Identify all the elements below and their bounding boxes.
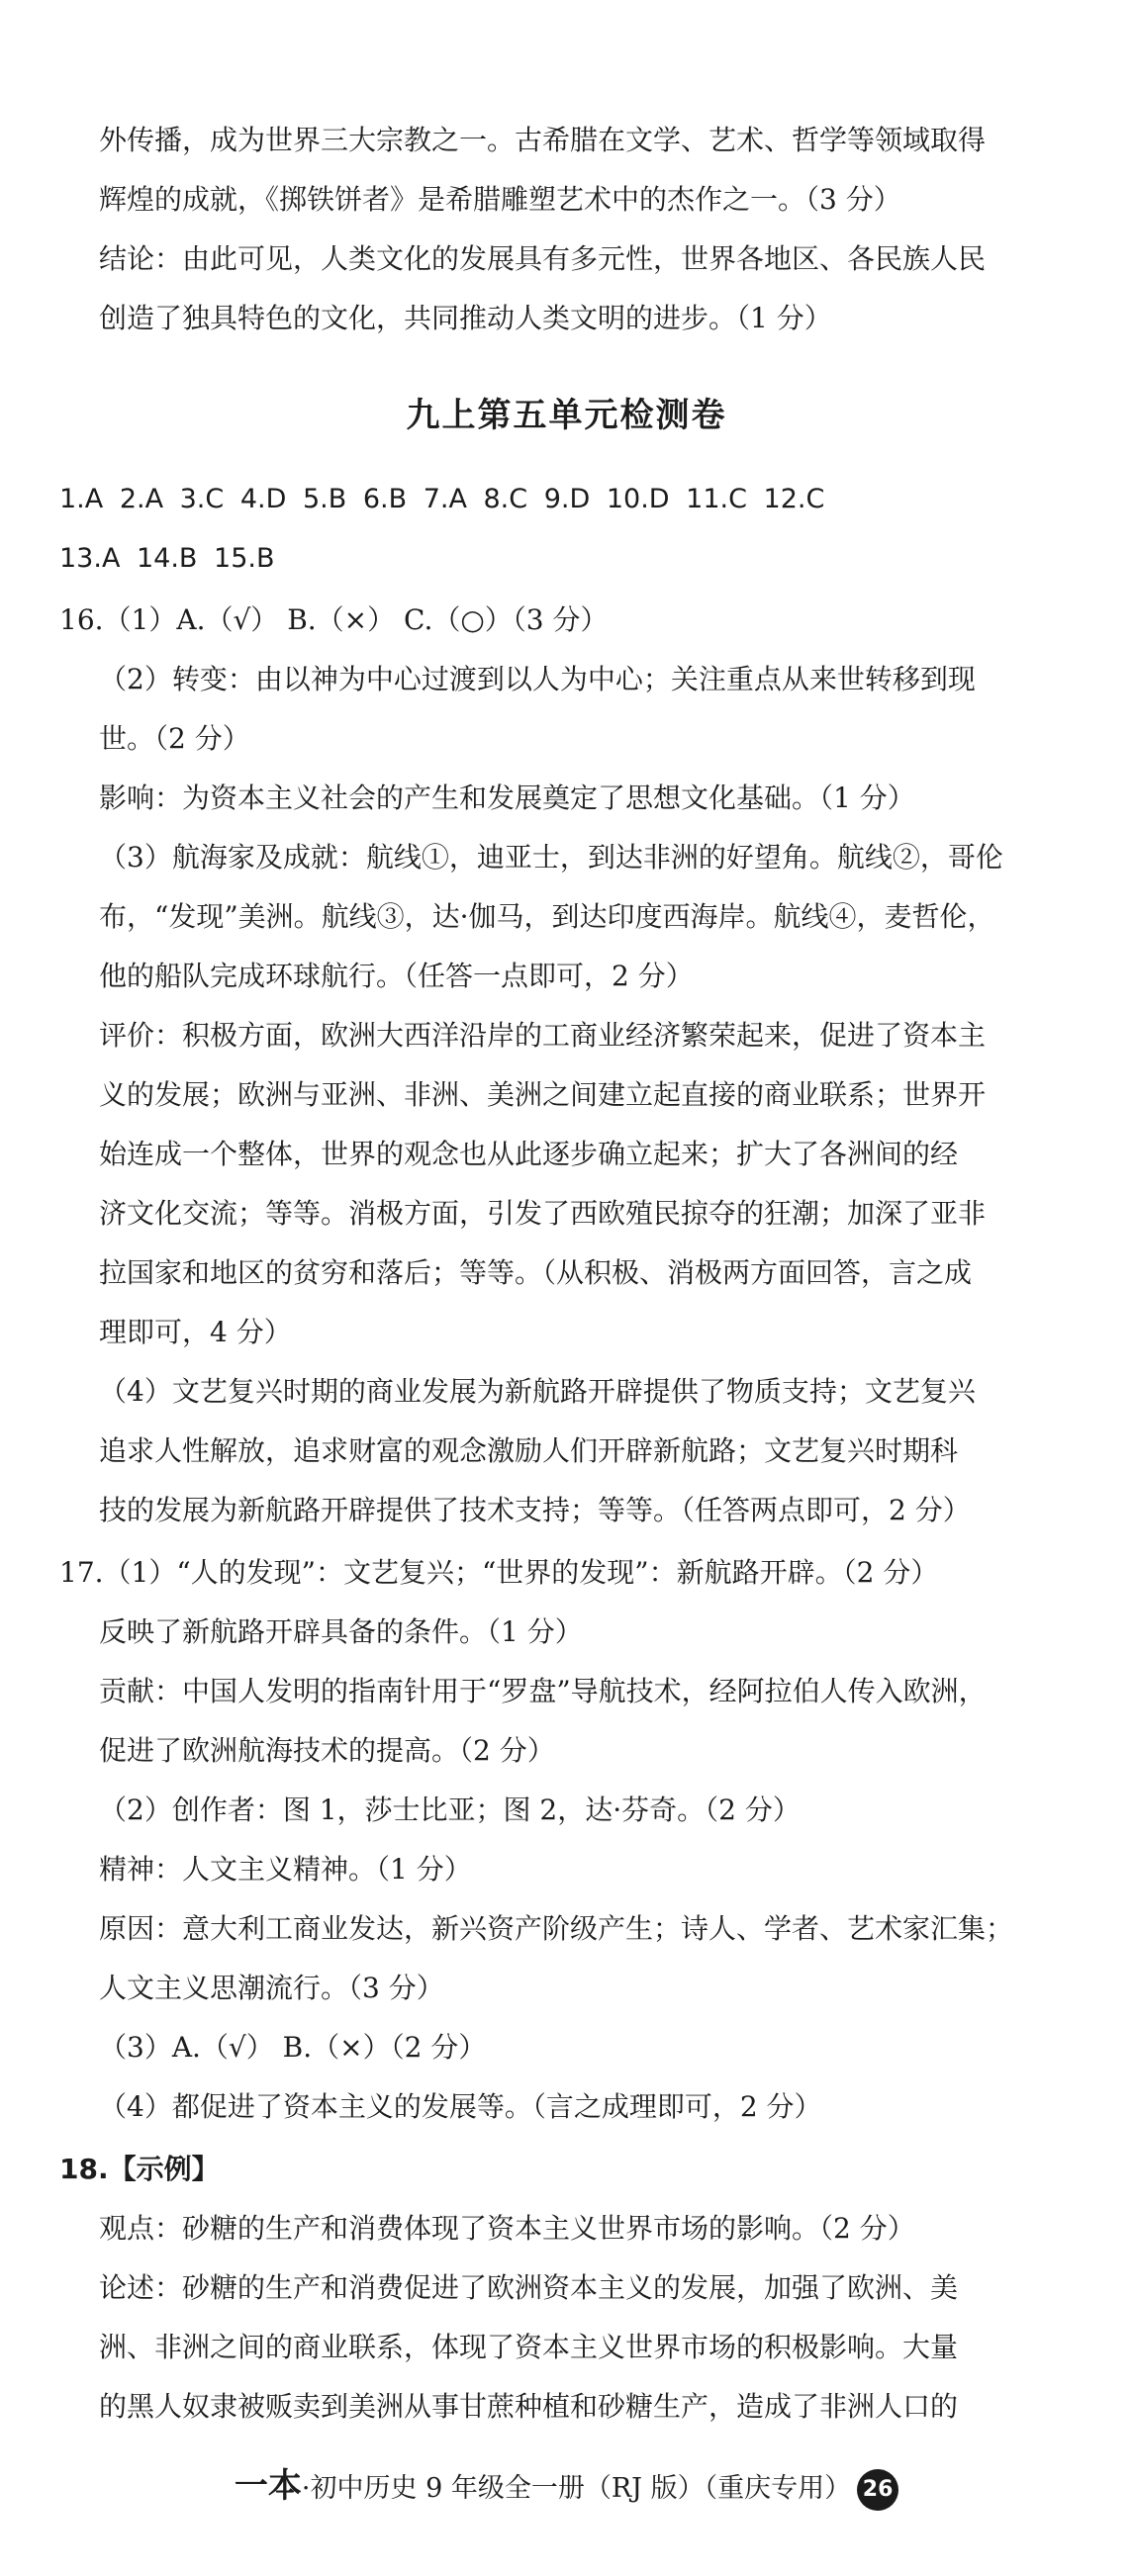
q17-line: 人文主义思潮流行。（3 分） bbox=[99, 1972, 444, 2004]
page-number-badge: 26 bbox=[857, 2469, 898, 2511]
section-title: 九上第五单元检测卷 bbox=[406, 396, 727, 435]
q17-line: （2）创作者：图 1，莎士比亚；图 2，达·芬奇。（2 分） bbox=[99, 1794, 801, 1826]
q16-line: 拉国家和地区的贫穷和落后；等等。（从积极、消极两方面回答，言之成 bbox=[99, 1256, 973, 1289]
intro-line: 创造了独具特色的文化，共同推动人类文明的进步。（1 分） bbox=[99, 302, 832, 334]
q17-line: （3）A.（√） B.（×）（2 分） bbox=[99, 2031, 487, 2064]
q18-line: 的黑人奴隶被贩卖到美洲从事甘蔗种植和砂糖生产，造成了非洲人口的 bbox=[99, 2390, 959, 2423]
intro-line: 结论：由此可见，人类文化的发展具有多元性，世界各地区、各民族人民 bbox=[99, 242, 987, 275]
q16-line: 始连成一个整体，世界的观念也从此逐步确立起来；扩大了各洲间的经 bbox=[99, 1138, 959, 1170]
intro-line: 外传播，成为世界三大宗教之一。古希腊在文学、艺术、哲学等领域取得 bbox=[99, 124, 987, 156]
q16-line: 布，“发现”美洲。航线③，达·伽马，到达印度西海岸。航线④，麦哲伦， bbox=[99, 900, 995, 933]
intro-line: 辉煌的成就，《掷铁饼者》是希腊雕塑艺术中的杰作之一。（3 分） bbox=[99, 183, 901, 216]
q18-heading: 18.【示例】 bbox=[59, 2153, 220, 2185]
footer-brand: 一本 bbox=[234, 2466, 302, 2506]
q17-line: 17.（1）“人的发现”：文艺复兴；“世界的发现”：新航路开辟。（2 分） bbox=[59, 1556, 939, 1589]
q16-line: （2）转变：由以神为中心过渡到以人为中心；关注重点从来世转移到现 bbox=[99, 663, 976, 695]
q17-line: 原因：意大利工商业发达，新兴资产阶级产生；诗人、学者、艺术家汇集； bbox=[99, 1912, 1014, 1945]
choice-answers-line: 13.A 14.B 15.B bbox=[59, 543, 275, 574]
q17-line: 促进了欧洲航海技术的提高。（2 分） bbox=[99, 1734, 555, 1767]
q16-line: 评价：积极方面，欧洲大西洋沿岸的工商业经济繁荣起来，促进了资本主 bbox=[99, 1019, 987, 1052]
q17-line: 精神：人文主义精神。（1 分） bbox=[99, 1853, 472, 1886]
q16-line: 他的船队完成环球航行。（任答一点即可，2 分） bbox=[99, 960, 694, 992]
page-footer bbox=[0, 2458, 1133, 2511]
q18-line: 洲、非洲之间的商业联系，体现了资本主义世界市场的积极影响。大量 bbox=[99, 2331, 959, 2363]
q16-line: 技的发展为新航路开辟提供了技术支持；等等。（任答两点即可，2 分） bbox=[99, 1494, 971, 1526]
footer-text: ·初中历史 9 年级全一册（RJ 版）（重庆专用） bbox=[301, 2473, 852, 2504]
q17-line: （4）都促进了资本主义的发展等。（言之成理即可，2 分） bbox=[99, 2090, 822, 2123]
q18-line: 观点：砂糖的生产和消费体现了资本主义世界市场的影响。（2 分） bbox=[99, 2212, 915, 2245]
q16-line: 理即可，4 分） bbox=[99, 1316, 292, 1348]
q17-line: 反映了新航路开辟具备的条件。（1 分） bbox=[99, 1615, 583, 1648]
q16-line: （4）文艺复兴时期的商业发展为新航路开辟提供了物质支持；文艺复兴 bbox=[99, 1375, 976, 1408]
q16-line: 影响：为资本主义社会的产生和发展奠定了思想文化基础。（1 分） bbox=[99, 782, 915, 814]
q17-line: 贡献：中国人发明的指南针用于“罗盘”导航技术，经阿拉伯人传入欧洲， bbox=[99, 1675, 987, 1707]
q16-line: 16.（1）A.（√） B.（×） C.（○）（3 分） bbox=[59, 603, 609, 636]
q16-line: 济文化交流；等等。消极方面，引发了西欧殖民掠夺的狂潮；加深了亚非 bbox=[99, 1197, 987, 1230]
q16-line: 义的发展；欧洲与亚洲、非洲、美洲之间建立起直接的商业联系；世界开 bbox=[99, 1078, 987, 1111]
q16-line: （3）航海家及成就：航线①，迪亚士，到达非洲的好望角。航线②，哥伦 bbox=[99, 841, 1003, 874]
q16-line: 世。（2 分） bbox=[99, 722, 250, 755]
q18-line: 论述：砂糖的生产和消费促进了欧洲资本主义的发展，加强了欧洲、美 bbox=[99, 2271, 959, 2304]
q16-line: 追求人性解放，追求财富的观念激励人们开辟新航路；文艺复兴时期科 bbox=[99, 1434, 959, 1467]
choice-answers-line: 1.A 2.A 3.C 4.D 5.B 6.B 7.A 8.C 9.D 10.D 11.C 12.C bbox=[59, 484, 825, 514]
